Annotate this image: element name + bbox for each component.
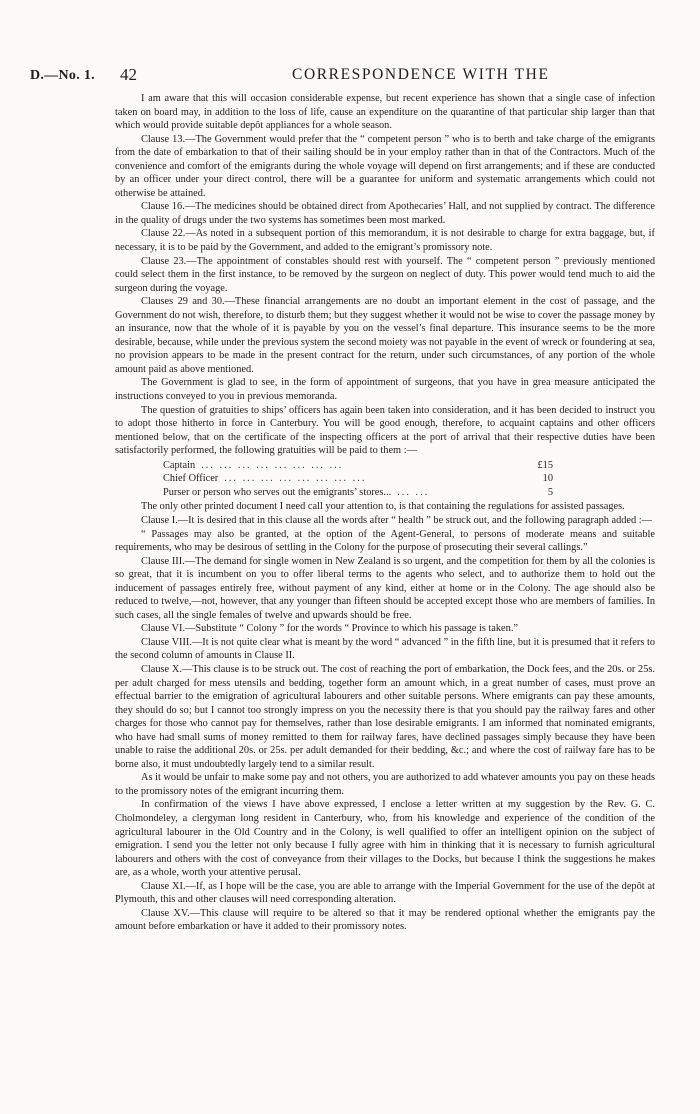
leader-dots: ... ... [397, 486, 430, 498]
leader-dots: ... ... ... ... ... ... ... ... [201, 459, 344, 471]
paragraph: Clauses 29 and 30.—These financial arrangements are no doubt an important element in the cost of passage, and the Government do not wish, therefore, to disturb them; but they suggest whether it would not be wise to cover the passage money by an insurance, now that the whole of it is payable by you on the vessel’s final departure. This insurance seems to be the more desirable, because, while under the previous system the second moiety was not payable in the event of wreck or foundering at sea, no provision appears to be made in the present contract for the return, under such circumstances, of any portion of the whole amount paid as above mentioned. [115, 296, 655, 375]
gratuity-amount: 10 [542, 473, 553, 485]
gratuity-role: Chief Officer [163, 473, 219, 485]
paragraph: Clause 16.—The medicines should be obtained direct from Apothecaries’ Hall, and not supplied by contract. The difference in the quality of drugs under the two systems has sometimes been most marked. [115, 201, 655, 226]
gratuity-row [163, 472, 553, 486]
document-reference: D.—No. 1. [30, 68, 95, 83]
gratuity-row [163, 486, 553, 500]
paragraph: Clause III.—The demand for single women in New Zealand is so urgent, and the competition for them by all the colonies is so great, that it is incumbent on you to offer liberal terms to the agents who select, and to authorize them to hold out the inducement of passages entirely free, without payment of any kind, either at home or in the Colony. The age should also be reduced to twelve,—not, however, that any younger than fifteen should be accepted except those who are members of families. In such cases, all the single females of twelve and upwards should be free. [115, 555, 655, 621]
body-text [115, 92, 655, 934]
page-number: 42 [120, 65, 137, 84]
gratuity-amount: 5 [547, 486, 553, 498]
paragraph: The Government is glad to see, in the form of appointment of surgeons, that you have in grea measure anticipated the instructions conveyed to you in previous memoranda. [115, 377, 655, 403]
paragraph: Clause VIII.—It is not quite clear what is meant by the word “ advanced ” in the fifth line, but it is presumed that it refers to the second column of amounts in Clause II. [115, 636, 655, 662]
running-title: CORRESPONDENCE WITH THE [292, 66, 550, 83]
gratuities-table [163, 459, 553, 500]
paragraph: Clause XI.—If, as I hope will be the case, you are able to arrange with the Imperial Government for the use of the depôt at Plymouth, this and other clauses will need corresponding alteration. [115, 880, 655, 906]
paragraph: I am aware that this will occasion considerable expense, but recent experience has shown that a single case of infection taken on board may, in addition to the loss of life, cause an expenditure on the quarantine of that particular ship larger than that which would provide suitable depôt appliances for a whole season. [115, 93, 655, 132]
paragraph: The only other printed document I need call your attention to, is that containing the regulations for assisted passages. [141, 501, 625, 513]
page-header [30, 65, 670, 90]
gratuity-row [163, 459, 553, 473]
leader-dots: ... ... ... ... ... ... ... ... [224, 473, 367, 485]
paragraph: As it would be unfair to make some pay and not others, you are authorized to add whatever amounts you pay on these heads to the promissory notes of the emigrant incurring them. [115, 772, 655, 797]
paragraph: Clause XV.—This clause will require to be altered so that it may be rendered optional whether the emigrants pay the amount before embarkation or have it added to their promissory notes. [115, 907, 655, 933]
paragraph: Clause 22.—As noted in a subsequent portion of this memorandum, it is not desirable to charge for extra baggage, but, if necessary, it is to be paid by the Government, and added to the emigrant’s promissory note. [115, 228, 655, 254]
paragraph: The question of gratuities to ships’ officers has again been taken into consideration, and it has been decided to instruct you to adopt those hitherto in force in Canterbury. You will be good enough, therefore, to acquaint captains and other officers mentioned below, that on the certificate of the inspecting officers at the port of arrival that their respective duties have been satisfactorily performed, the following gratuities will be paid to them :— [115, 404, 655, 457]
gratuity-role: Captain [163, 459, 196, 471]
paragraph: Clause 23.—The appointment of constables should rest with yourself. The “ competent person ” previously mentioned could select them in the first instance, to be removed by the surgeon on neglect of duty. This power would tend much to aid the surgeon during the voyage. [115, 255, 655, 294]
paragraph: Clause X.—This clause is to be struck out. The cost of reaching the port of embarkation, the Dock fees, and the 20s. or 25s. per adult charged for mess utensils and bedding, together form an amount which, in a great number of cases, must prove an effectual barrier to the emigration of agricultural labourers and other suitable persons. Where emigrants can pay these amounts, they should do so; but I cannot too strongly impress on you the necessity there is that you should pay the railway fares and other charges for those who cannot pay for themselves, rather than lose desirable emigrants. I am informed that nominated emigrants, who have had small sums of money remitted to them for railway fares, have declined passages simply because they have been unable to raise the additional 20s. or 25s. per adult demanded for their bedding, &c.; and where the cost of railway fare has to be borne also, it must undoubtedly largely tend to a similar result. [115, 663, 655, 770]
paragraph: Clause I.—It is desired that in this clause all the words after “ health ” be struck out, and the following paragraph added :— [141, 514, 653, 526]
paragraph: Clause 13.—The Government would prefer that the “ competent person ” who is to berth and take charge of the emigrants from the date of embarkation to that of their sailing should be in your employ rather than in that of the Contractors. Much of the convenience and comfort of the emigrants during the whole voyage will depend on first arrangements; and if these are conducted by an officer under your direct control, there will be a guarantee for uniform and systematic arrangements which could not otherwise be attained. [115, 133, 655, 199]
paragraph: “ Passages may also be granted, at the option of the Agent-General, to persons of moderate means and suitable requirements, who may be desirous of settling in the Colony for the purpose of prosecuting their several callings.” [115, 528, 655, 554]
gratuity-amount: £15 [537, 459, 553, 471]
paragraph: In confirmation of the views I have above expressed, I enclose a letter written at my suggestion by the Rev. G. C. Cholmondeley, a clergyman long resident in Canterbury, who, from his knowledge and experience of the condition of the agricultural labourer in the Old Country and in the Colony, is well qualified to offer an intelligent opinion on the subject of emigration. I send you the letter not only because I fully agree with him in thinking that it is necessary to furnish agricultural labourers and others with the cost of conveyance from their villages to the Docks, but because I think the suggestions he makes are, as a whole, worth your attentive perusal. [115, 799, 655, 879]
paragraph: Clause VI.—Substitute “ Colony ” for the words “ Province to which his passage is taken.” [141, 623, 519, 635]
gratuity-role: Purser or person who serves out the emigrants’ stores... [163, 486, 392, 498]
